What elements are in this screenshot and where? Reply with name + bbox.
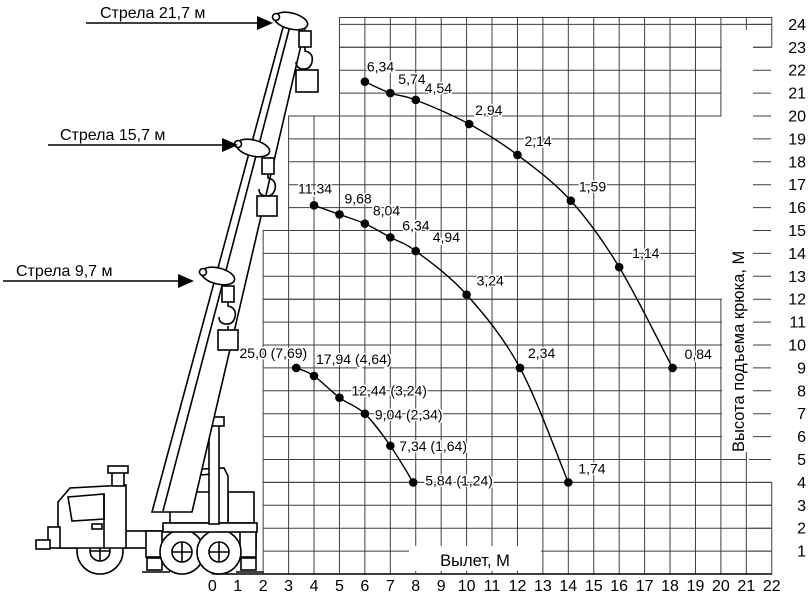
x-tick-label: 5 <box>334 578 344 595</box>
data-point <box>513 151 522 160</box>
y-tick-label: 17 <box>788 177 806 195</box>
y-tick-label: 6 <box>797 429 806 447</box>
x-tick-label: 8 <box>411 578 421 595</box>
boom-callout-15-7 <box>48 127 238 152</box>
y-tick-label: 3 <box>797 497 806 515</box>
arrow-icon <box>222 138 238 152</box>
boom-callout-label: Стрела 9,7 м <box>16 263 113 280</box>
data-point <box>310 201 319 210</box>
x-tick-label: 17 <box>635 578 654 595</box>
x-tick-label: 19 <box>686 578 705 595</box>
x-tick-label: 1 <box>233 578 243 595</box>
data-point <box>361 409 370 418</box>
y-tick-label: 16 <box>788 200 806 218</box>
data-point-label: 9,04 (2,34) <box>374 406 443 423</box>
x-tick-label: 20 <box>712 578 730 595</box>
y-tick-label: 11 <box>789 314 806 332</box>
y-tick-label: 1 <box>797 543 806 561</box>
y-tick-label: 13 <box>788 268 806 286</box>
data-point <box>409 478 418 487</box>
data-point <box>465 120 474 129</box>
y-tick-label: 5 <box>797 452 806 469</box>
data-point <box>361 77 370 86</box>
y-tick-label: 14 <box>788 245 806 263</box>
boom-callout-21-7 <box>86 5 273 30</box>
y-tick-label: 4 <box>797 474 806 492</box>
data-point-label: 2,34 <box>528 344 556 361</box>
x-tick-label: 21 <box>737 578 756 595</box>
x-tick-label: 13 <box>533 578 552 595</box>
data-point-label: 6,34 <box>402 217 430 234</box>
data-point-label: 6,34 <box>366 58 395 75</box>
y-tick-label: 20 <box>788 108 806 126</box>
data-point <box>386 441 395 450</box>
y-tick-label: 7 <box>797 406 806 424</box>
test-weight <box>218 330 238 350</box>
grid-block <box>339 18 771 48</box>
cab-window <box>68 494 104 521</box>
x-tick-label: 10 <box>457 578 476 595</box>
x-tick-label: 18 <box>661 578 679 595</box>
data-point-label: 7,34 (1,64) <box>399 437 468 454</box>
arrow-icon <box>257 16 273 30</box>
data-point <box>615 263 624 272</box>
y-tick-label: 2 <box>797 520 806 538</box>
data-point-label: 1,14 <box>632 245 660 262</box>
x-tick-label: 15 <box>584 578 603 595</box>
data-point <box>668 364 677 373</box>
grid-block <box>289 116 696 234</box>
x-tick-label: 12 <box>508 578 527 595</box>
crane-illustration <box>36 9 318 574</box>
exhaust-stack <box>112 472 124 486</box>
data-point <box>462 290 471 299</box>
x-tick-label: 2 <box>258 578 268 595</box>
data-point-label: 17,94 (4,64) <box>316 350 392 367</box>
data-point <box>386 233 395 242</box>
hook-block <box>299 31 311 47</box>
x-tick-label: 7 <box>385 578 395 595</box>
load-curve-9,7 <box>240 345 493 489</box>
x-tick-label: 0 <box>207 578 217 595</box>
data-point-label: 4,94 <box>432 229 460 246</box>
x-tick-label: 4 <box>309 578 319 595</box>
y-tick-label: 23 <box>788 39 806 57</box>
data-point <box>516 364 525 373</box>
y-tick-label: 19 <box>788 131 806 149</box>
data-point <box>564 478 573 487</box>
boom-callout-9-7 <box>3 263 194 288</box>
data-point <box>335 210 344 219</box>
test-weight <box>296 70 318 92</box>
driver-cab <box>36 466 128 549</box>
data-point <box>335 393 344 402</box>
hook-block <box>222 286 234 302</box>
data-point-label: 12,44 (3,24) <box>351 382 427 399</box>
y-tick-label: 22 <box>788 62 806 80</box>
data-point-label: 0,84 <box>684 345 712 362</box>
y-tick-label: 8 <box>797 383 806 401</box>
data-point-label: 8,04 <box>372 202 401 219</box>
arrow-icon <box>178 274 194 288</box>
y-tick-label: 12 <box>788 291 806 309</box>
data-point-label: 4,54 <box>424 79 452 96</box>
x-tick-label: 3 <box>284 578 294 595</box>
data-point <box>292 364 301 373</box>
y-tick-label: 10 <box>788 337 806 355</box>
x-tick-label: 6 <box>360 578 370 595</box>
data-point-label: 2,14 <box>524 132 552 149</box>
data-point-label: 5,84 (1,24) <box>425 472 493 489</box>
hook-block <box>262 158 274 174</box>
data-point <box>386 89 395 98</box>
telescopic-boom <box>152 20 305 512</box>
data-point-label: 11,34 <box>298 180 333 197</box>
boom-callout-label: Стрела 21,7 м <box>100 5 206 22</box>
grid-block <box>263 231 695 300</box>
grid-block <box>263 299 746 482</box>
data-point <box>361 219 370 228</box>
chart-area <box>208 17 806 595</box>
y-tick-label: 18 <box>788 154 806 172</box>
data-point <box>310 372 319 381</box>
data-point-label: 3,24 <box>476 272 504 289</box>
data-point <box>411 247 420 256</box>
test-weight <box>257 196 277 216</box>
data-point-label: 1,59 <box>578 178 607 195</box>
data-point-label: 5,74 <box>398 71 426 88</box>
data-point-label: 2,94 <box>475 102 503 119</box>
tow-bracket <box>36 540 50 549</box>
x-tick-label: 16 <box>610 578 629 595</box>
data-point <box>567 196 576 205</box>
x-tick-label: 22 <box>762 578 781 595</box>
x-tick-label: 9 <box>436 578 446 595</box>
y-tick-label: 15 <box>788 223 806 240</box>
y-axis-title: Высота подъема крюка, М <box>730 250 748 452</box>
y-tick-label: 24 <box>788 16 806 34</box>
x-tick-label: 14 <box>559 578 578 595</box>
load-curve-21,7 <box>361 59 712 373</box>
x-tick-label: 11 <box>483 578 501 595</box>
y-tick-label: 9 <box>797 360 806 378</box>
data-point-label: 9,68 <box>344 190 372 207</box>
counterweight <box>228 492 254 523</box>
data-point <box>411 96 420 105</box>
y-tick-label: 21 <box>788 85 806 103</box>
data-point-label: 25,0 (7,69) <box>239 344 308 361</box>
data-point-label: 1,74 <box>578 460 606 477</box>
door-handle <box>92 524 102 529</box>
boom-callout-label: Стрела 15,7 м <box>60 127 166 144</box>
grid-block <box>339 47 720 119</box>
x-axis-title: Вылет, М <box>440 552 510 570</box>
